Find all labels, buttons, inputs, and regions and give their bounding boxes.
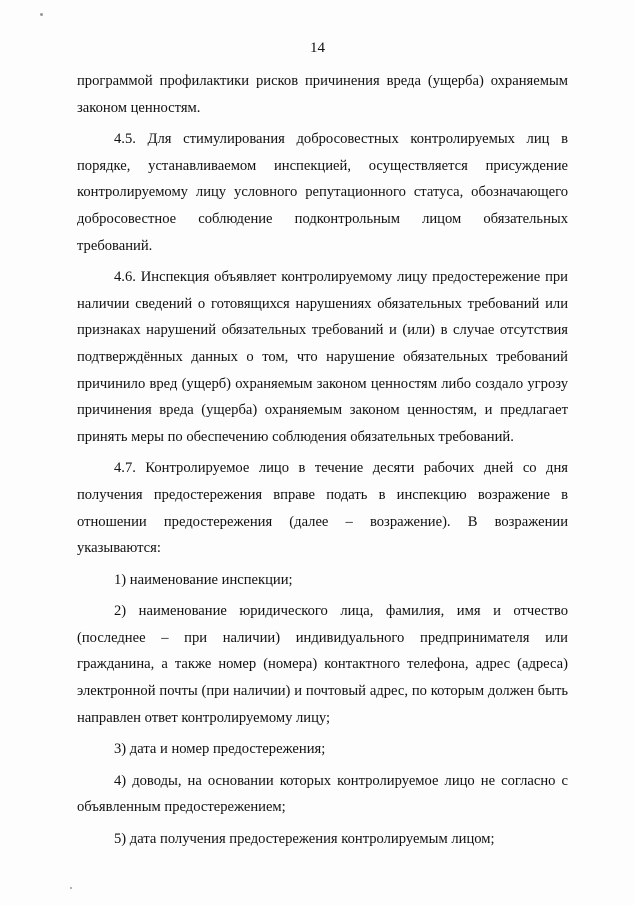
list-item-1: 1) наименование инспекции; xyxy=(114,571,293,588)
list-item-5: 5) дата получения предостережения контролируемым лицом; xyxy=(114,831,495,848)
scan-speck xyxy=(70,887,72,889)
scan-speck xyxy=(40,13,43,16)
paragraph-4-7: 4.7. Контролируемое лицо в течение десяти рабочих дней со дня получения предостережения вправе подать в инспекцию возражение в отношении предостережения (далее – возражение). В возражении указываются: xyxy=(77,460,568,557)
document-body xyxy=(77,68,568,858)
list-item-2: 2) наименование юридического лица, фамилия, имя и отчество (последнее – при наличии) индивидуального предпринимателя или гражданина, а также номер (номера) контактного телефона, адрес (адреса) электронной почты (при наличии) и почтовый адрес, по которым должен быть направлен ответ контролируемому лицу; xyxy=(77,603,568,726)
paragraph-4-5: 4.5. Для стимулирования добросовестных контролируемых лиц в порядке, устанавливаемом инспекцией, осуществляется присуждение контролируемому лицу условного репутационного статуса, обозначающего добросовестное соблюдение подконтрольным лицом обязательных требований. xyxy=(77,131,568,254)
paragraph-4-6: 4.6. Инспекция объявляет контролируемому лицу предостережение при наличии сведений о готовящихся нарушениях обязательных требований или признаках нарушений обязательных требований и (или) в случае отсутствия подтверждённых данных о том, что нарушение обязательных требований причинило вред (ущерб) охраняемым законом ценностям либо создало угрозу причинения вреда (ущерба) охраняемым законом ценностям, и предлагает принять меры по обеспечению соблюдения обязательных требований. xyxy=(77,269,568,445)
page-number: 14 xyxy=(310,40,325,56)
list-item-4: 4) доводы, на основании которых контролируемое лицо не согласно с объявленным предостережением; xyxy=(77,772,568,816)
paragraph-continuation: программой профилактики рисков причинения вреда (ущерба) охраняемым законом ценностям. xyxy=(77,73,568,116)
list-item-3: 3) дата и номер предостережения; xyxy=(114,741,326,758)
